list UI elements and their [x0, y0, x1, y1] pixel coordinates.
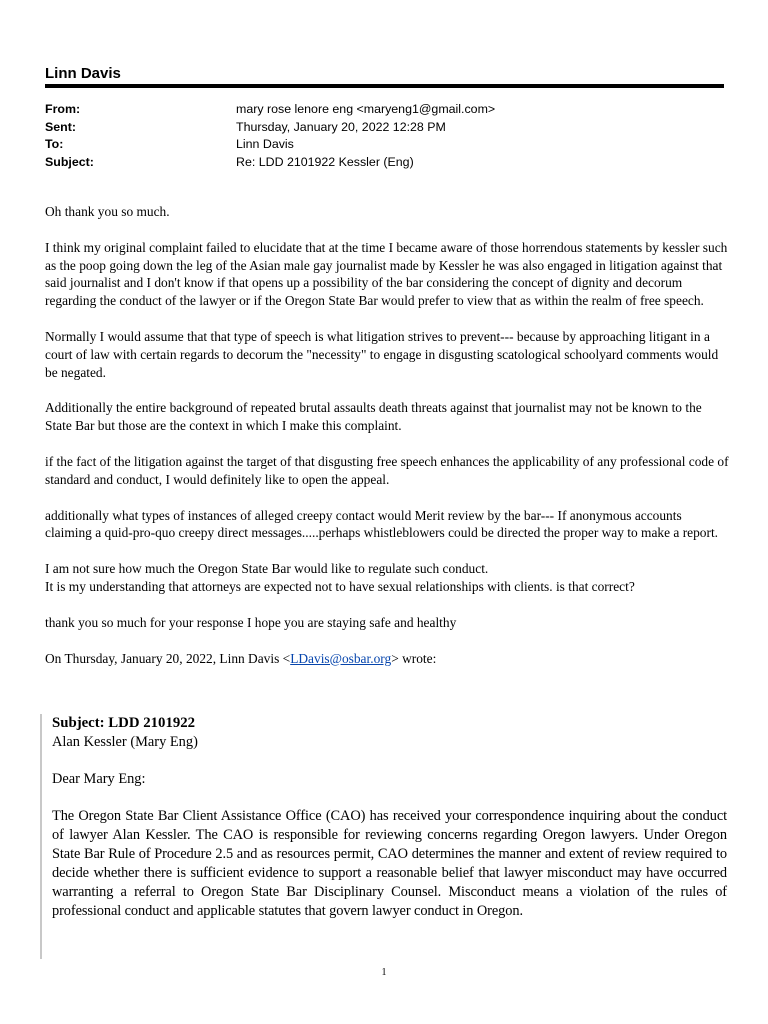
sent-row [45, 119, 725, 137]
quoted-subline: Alan Kessler (Mary Eng) [52, 734, 198, 750]
page-number: 1 [381, 967, 387, 978]
sent-label: Sent: [45, 119, 76, 134]
body-paragraph: additionally what types of instances of alleged creepy contact would Merit review by the bar--- If anonymous accounts claiming a quid-pro-quo creepy direct messages.....perhaps whistleblowers could be directed the proper way to make a report. [45, 507, 719, 541]
from-value: mary rose lenore eng <maryeng1@gmail.com> [236, 102, 496, 116]
from-row [45, 101, 725, 119]
to-label: To: [45, 137, 64, 152]
header-divider [45, 84, 724, 88]
subject-value: Re: LDD 2101922 Kessler (Eng) [236, 154, 414, 169]
body-paragraph: if the fact of the litigation against the target of that disgusting free speech enhances the applicability of any professional code of standard and conduct, I would definitely like to open the appeal. [45, 453, 729, 487]
quoted-paragraph: The Oregon State Bar Client Assistance Office (CAO) has received your correspondence inquiring about the conduct of lawyer Alan Kessler. The CAO is responsible for reviewing concerns regarding Oregon lawyers. Under Oregon State Bar Rule of Procedure 2.5 and as resources permit, CAO determines the manner and extent of review required to decide whether there is sufficient evidence to support a reasonable belief that lawyer misconduct may have occurred warranting a referral to Oregon State Bar Disciplinary Counsel. Misconduct means a violation of the rules of professional conduct and applicable statutes that govern lawyer conduct in Oregon. [52, 808, 727, 919]
mailbox-owner-name: Linn Davis [45, 65, 121, 82]
quoted-subject: Subject: LDD 2101922 [52, 715, 196, 731]
body-paragraph: Additionally the entire background of repeated brutal assaults death threats against that journalist may not be known to the State Bar but those are the context in which I make this complaint. [45, 400, 702, 434]
to-value: Linn Davis [236, 137, 294, 152]
to-row [45, 136, 725, 154]
body-paragraph: I am not sure how much the Oregon State Bar would like to regulate such conduct. [45, 561, 489, 577]
from-label: From: [45, 102, 81, 116]
quoted-message [40, 714, 727, 959]
body-paragraph: thank you so much for your response I hope you are staying safe and healthy [45, 614, 457, 630]
email-link[interactable]: LDavis@osbar.org [290, 650, 392, 666]
sent-value: Thursday, January 20, 2022 12:28 PM [236, 119, 446, 134]
body-paragraph: I think my original complaint failed to elucidate that at the time I became aware of those horrendous statements by kessler such as the poop going down the leg of the Asian male gay journalist made by Kessler he was also engaged in litigation against that said journalist and I don't know if that opens up a possibility of the bar considering the concept of dignity and decorum regarding the conduct of the lawyer or if the Oregon State Bar would prefer to view that as within the realm of free speech. [45, 239, 728, 309]
attribution-prefix: On Thursday, January 20, 2022, Linn Davis < [45, 650, 291, 666]
subject-label: Subject: [45, 154, 94, 169]
email-body [45, 203, 730, 685]
attribution-suffix: > wrote: [391, 650, 437, 666]
body-paragraph: It is my understanding that attorneys are expected not to have sexual relationships with clients. is that correct? [45, 578, 635, 594]
body-paragraph: Normally I would assume that that type of speech is what litigation strives to prevent--- because by approaching litigant in a court of law with certain regards to decorum the "necessity" to engage in disgusting scatological schoolyard comments would be negated. [45, 328, 719, 380]
quoted-greeting: Dear Mary Eng: [52, 771, 146, 787]
quote-attribution [45, 650, 730, 668]
subject-row [45, 154, 725, 172]
email-header [45, 101, 725, 171]
body-paragraph: Oh thank you so much. [45, 204, 170, 219]
